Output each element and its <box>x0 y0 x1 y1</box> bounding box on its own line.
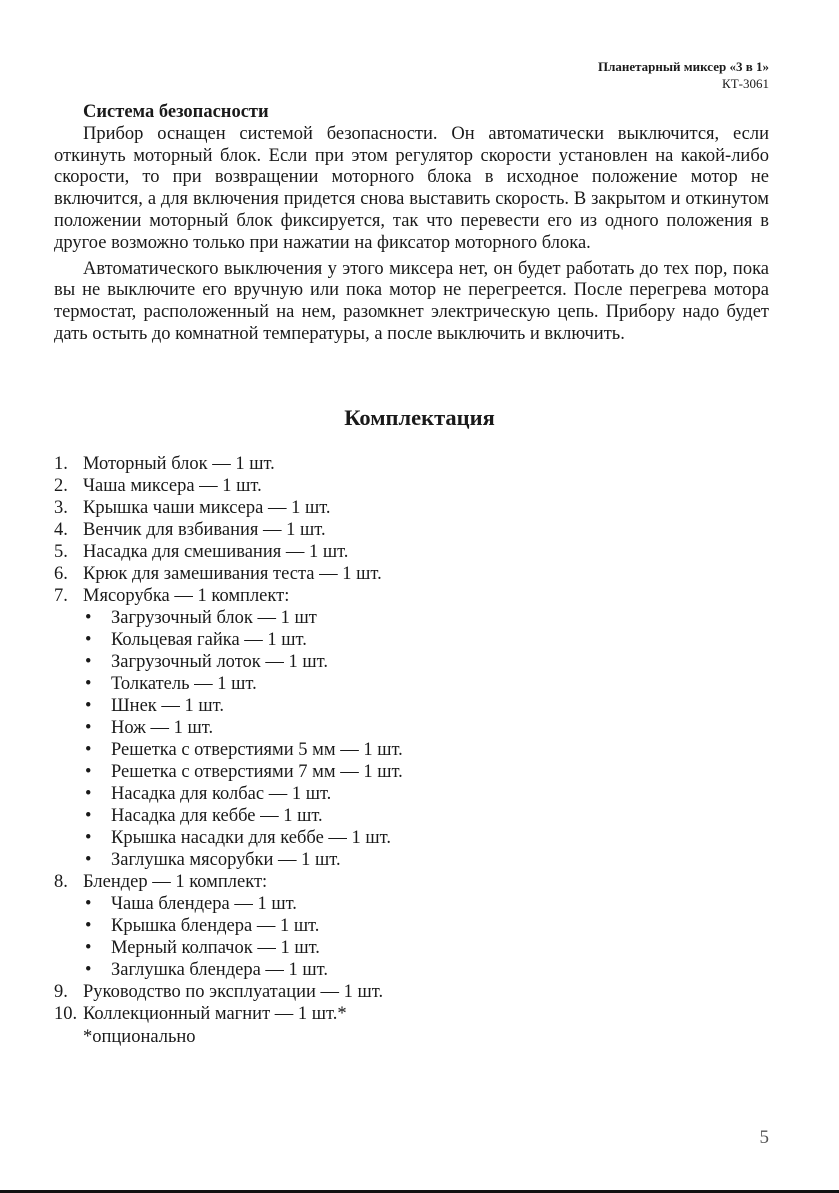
model-number: КТ-3061 <box>722 76 769 91</box>
bullet-icon: • <box>85 762 92 782</box>
kit-item <box>54 871 774 893</box>
kit-item-number: 8. <box>54 872 68 892</box>
kit-item-number: 5. <box>54 542 68 562</box>
kit-item <box>54 519 774 541</box>
kit-item-number: 1. <box>54 454 68 474</box>
bullet-icon: • <box>85 630 92 650</box>
bullet-icon: • <box>85 696 92 716</box>
kit-subitem <box>83 607 774 629</box>
kit-subitems-container <box>54 607 774 871</box>
kit-heading: Комплектация <box>344 405 495 430</box>
kit-subitem <box>83 827 774 849</box>
kit-item-number: 9. <box>54 982 68 1002</box>
bullet-icon: • <box>85 784 92 804</box>
bullet-icon: • <box>85 850 92 870</box>
kit-item-number: 4. <box>54 520 68 540</box>
kit-subitem-text: Мерный колпачок — 1 шт. <box>111 938 320 958</box>
kit-subitem-text: Крышка блендера — 1 шт. <box>111 916 320 936</box>
running-header <box>598 58 769 92</box>
kit-subitem-text: Заглушка блендера — 1 шт. <box>111 960 328 980</box>
kit-item-text: Коллекционный магнит — 1 шт.* <box>83 1004 347 1024</box>
kit-item-number: 10. <box>54 1004 78 1024</box>
kit-subitem-text: Кольцевая гайка — 1 шт. <box>111 630 307 650</box>
bullet-icon: • <box>85 674 92 694</box>
kit-item-text: Крышка чаши миксера — 1 шт. <box>83 498 331 518</box>
kit-item <box>54 981 774 1003</box>
bullet-icon: • <box>85 608 92 628</box>
kit-item-text: Мясорубка — 1 комплект: <box>83 586 290 606</box>
safety-section <box>54 102 769 350</box>
kit-subitem <box>83 783 774 805</box>
kit-item <box>54 1003 774 1025</box>
footnote: *опционально <box>83 1027 196 1047</box>
kit-item-text: Чаша миксера — 1 шт. <box>83 476 262 496</box>
kit-item <box>54 475 774 497</box>
kit-item-number: 7. <box>54 586 68 606</box>
kit-subitem-text: Толкатель — 1 шт. <box>111 674 257 694</box>
kit-subitem-text: Решетка с отверстиями 5 мм — 1 шт. <box>111 740 403 760</box>
kit-item-text: Крюк для замешивания теста — 1 шт. <box>83 564 382 584</box>
kit-sublist <box>83 607 774 871</box>
kit-subitem <box>83 695 774 717</box>
kit-item-number: 2. <box>54 476 68 496</box>
safety-paragraph: Прибор оснащен системой безопасности. Он автоматически выключится, если откинуть моторный блок. Если при этом регулятор скорости установлен на какой-либо скорости, то при возвращении моторного блока в исходное положение мотор не включится, а для включения придется снова выставить скорость. В закрытом и откинутом положении моторный блок фиксируется, так что перевести его из одного положения в другое возможно только при нажатии на фиксатор моторного блока. <box>54 123 769 253</box>
kit-subitem-text: Насадка для колбас — 1 шт. <box>111 784 332 804</box>
kit-subitem <box>83 651 774 673</box>
kit-item <box>54 541 774 563</box>
kit-subitem <box>83 915 774 937</box>
bullet-icon: • <box>85 806 92 826</box>
kit-sublist <box>83 893 774 981</box>
bullet-icon: • <box>85 938 92 958</box>
kit-subitem <box>83 739 774 761</box>
kit-item <box>54 563 774 585</box>
kit-item-text: Руководство по эксплуатации — 1 шт. <box>83 982 384 1002</box>
kit-subitem <box>83 673 774 695</box>
kit-item <box>54 585 774 607</box>
kit-subitem <box>83 717 774 739</box>
bullet-icon: • <box>85 740 92 760</box>
kit-subitem-text: Нож — 1 шт. <box>111 718 214 738</box>
kit-subitem-text: Решетка с отверстиями 7 мм — 1 шт. <box>111 762 403 782</box>
kit-list <box>54 453 774 1025</box>
kit-subitem <box>83 893 774 915</box>
bullet-icon: • <box>85 894 92 914</box>
kit-subitem-text: Крышка насадки для кеббе — 1 шт. <box>111 828 391 848</box>
bullet-icon: • <box>85 960 92 980</box>
kit-subitem-text: Насадка для кеббе — 1 шт. <box>111 806 323 826</box>
kit-subitem-text: Чаша блендера — 1 шт. <box>111 894 297 914</box>
kit-subitem-text: Загрузочный блок — 1 шт <box>111 608 317 628</box>
safety-heading: Система безопасности <box>83 102 269 122</box>
kit-item-text: Насадка для смешивания — 1 шт. <box>83 542 349 562</box>
kit-item-text: Моторный блок — 1 шт. <box>83 454 275 474</box>
kit-subitem <box>83 629 774 651</box>
bullet-icon: • <box>85 718 92 738</box>
kit-item-number: 6. <box>54 564 68 584</box>
kit-item <box>54 453 774 475</box>
kit-subitem <box>83 849 774 871</box>
kit-item-text: Венчик для взбивания — 1 шт. <box>83 520 326 540</box>
kit-item <box>54 497 774 519</box>
kit-item-text: Блендер — 1 комплект: <box>83 872 268 892</box>
kit-subitem <box>83 761 774 783</box>
kit-subitem-text: Загрузочный лоток — 1 шт. <box>111 652 328 672</box>
kit-subitem-text: Заглушка мясорубки — 1 шт. <box>111 850 341 870</box>
page-number: 5 <box>759 1127 769 1148</box>
safety-paragraph: Автоматического выключения у этого миксера нет, он будет работать до тех пор, пока вы не выключите его вручную или пока мотор не перегреется. После перегрева мотора термостат, расположенный на нем, разомкнет электрическую цепь. Прибору надо будет дать остыть до комнатной температуры, а после выключить и включить. <box>54 258 769 344</box>
bullet-icon: • <box>85 828 92 848</box>
kit-subitem <box>83 959 774 981</box>
kit-subitem <box>83 805 774 827</box>
kit-subitem <box>83 937 774 959</box>
bullet-icon: • <box>85 652 92 672</box>
kit-subitems-container <box>54 893 774 981</box>
product-name: Планетарный миксер «3 в 1» <box>597 59 769 74</box>
kit-subitem-text: Шнек — 1 шт. <box>111 696 224 716</box>
kit-item-number: 3. <box>54 498 68 518</box>
bullet-icon: • <box>85 916 92 936</box>
